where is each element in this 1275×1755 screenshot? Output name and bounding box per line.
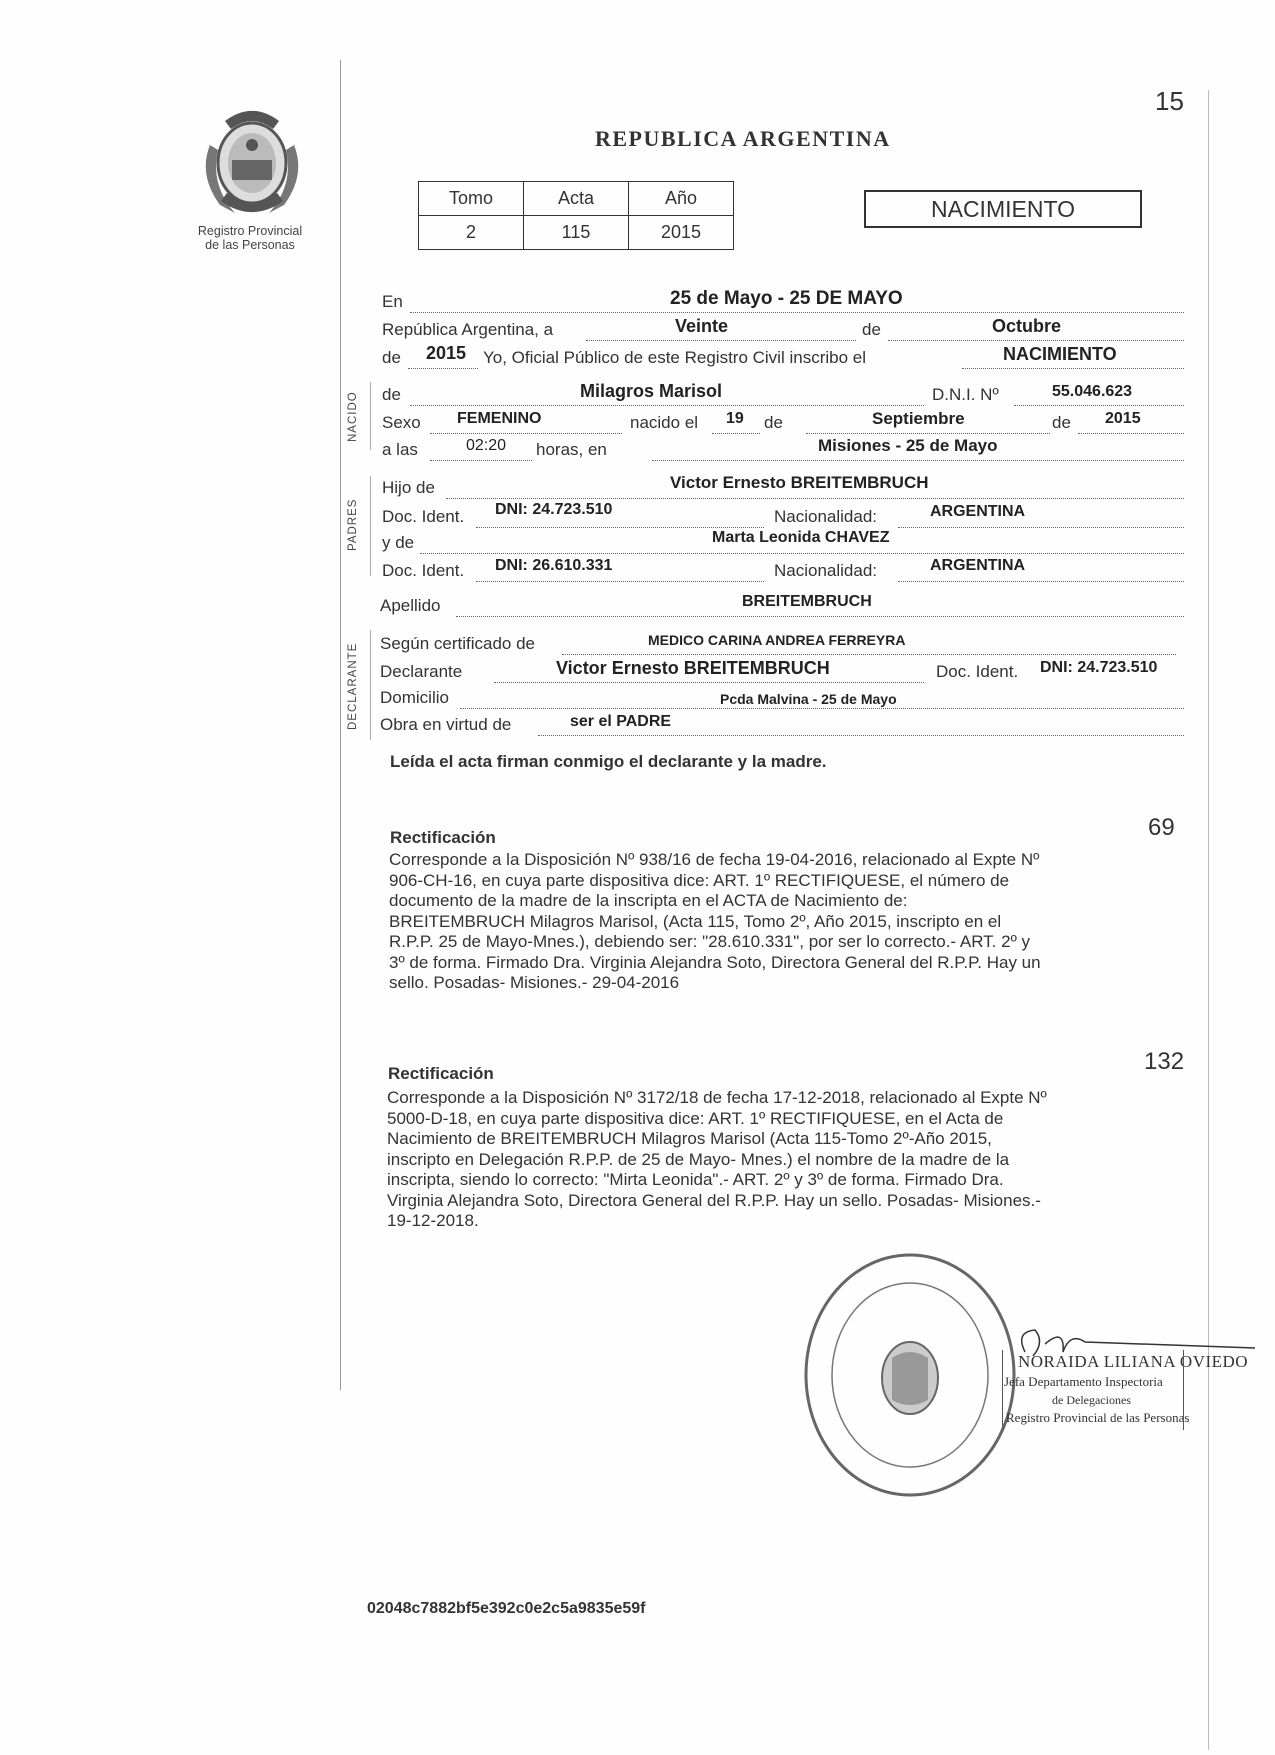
label-doc-padre: Doc. Ident. bbox=[382, 507, 465, 526]
label-nac-padre: Nacionalidad: bbox=[774, 507, 878, 526]
label-horas-en: horas, en bbox=[536, 440, 607, 459]
value-hora: 02:20 bbox=[466, 437, 507, 454]
label-nac-de2: de bbox=[1052, 413, 1071, 432]
page-number: 15 bbox=[1155, 86, 1184, 116]
section-divider-padres bbox=[370, 476, 371, 576]
oficial-text: Yo, Oficial Público de este Registro Civil inscribo el bbox=[483, 348, 866, 367]
section-label-declarante: DECLARANTE bbox=[347, 642, 359, 730]
value-acta: 115 bbox=[524, 216, 629, 250]
section-divider-nacido bbox=[370, 382, 371, 450]
value-nac-mes: Septiembre bbox=[872, 409, 965, 428]
label-nac-de: de bbox=[764, 413, 783, 432]
value-nac-madre: ARGENTINA bbox=[930, 557, 1026, 574]
value-nombre: Milagros Marisol bbox=[580, 381, 723, 401]
section-divider-declarante bbox=[370, 630, 371, 740]
label-dni: D.N.I. Nº bbox=[932, 385, 999, 404]
value-obra: ser el PADRE bbox=[570, 713, 672, 730]
left-margin-line bbox=[340, 60, 341, 1390]
signatory-title-1: Jefa Departamento Inspectoria bbox=[1004, 1374, 1163, 1389]
value-sexo: FEMENINO bbox=[457, 410, 542, 427]
document-hash: 02048c7882bf5e392c0e2c5a9835e59f bbox=[367, 1600, 646, 1617]
label-nac-madre: Nacionalidad: bbox=[774, 561, 878, 580]
value-dia: Veinte bbox=[675, 316, 729, 336]
value-domicilio: Pcda Malvina - 25 de Mayo bbox=[720, 691, 897, 707]
value-nac-padre: ARGENTINA bbox=[930, 503, 1026, 520]
logo-caption-line2: de las Personas bbox=[205, 238, 295, 252]
value-padre: Victor Ernesto BREITEMBRUCH bbox=[670, 473, 929, 492]
label-doc-declarante: Doc. Ident. bbox=[936, 662, 1019, 681]
value-anio: 2015 bbox=[426, 343, 467, 363]
registry-table bbox=[418, 181, 734, 250]
value-mes: Octubre bbox=[992, 316, 1062, 336]
rectification-2-line: 5000-D-18, en cuya parte dispositiva dice: ART. 1º RECTIFIQUESE, en el Acta de bbox=[387, 1108, 1004, 1128]
rectification-2-heading: Rectificación bbox=[388, 1064, 494, 1083]
rectification-1-line: documento de la madre de la inscripta en el ACTA de Nacimiento de: bbox=[389, 891, 908, 910]
value-doc-declarante: DNI: 24.723.510 bbox=[1040, 659, 1158, 676]
header-tomo: Tomo bbox=[419, 182, 524, 216]
rectification-1-body bbox=[389, 850, 1159, 994]
header-acta: Acta bbox=[524, 182, 629, 216]
rectification-1-line: sello. Posadas- Misiones.- 29-04-2016 bbox=[389, 973, 680, 992]
value-dni: 55.046.623 bbox=[1052, 383, 1133, 400]
rectification-2-body bbox=[387, 1088, 1157, 1232]
signatory-title-2: de Delegaciones bbox=[1052, 1393, 1131, 1407]
rectification-1-line: BREITEMBRUCH Milagros Marisol, (Acta 115, Tomo 2º, Año 2015, inscripto en el bbox=[389, 911, 1002, 931]
registry-table-header bbox=[419, 182, 734, 216]
value-nac-dia: 19 bbox=[726, 410, 744, 427]
label-de-anio: de bbox=[382, 348, 401, 367]
label-declarante: Declarante bbox=[380, 662, 463, 681]
value-doc-padre: DNI: 24.723.510 bbox=[495, 501, 613, 518]
rectification-1-line: 906-CH-16, en cuya parte dispositiva dice: ART. 1º RECTIFIQUESE, el número de bbox=[389, 870, 1010, 890]
rectification-2-line: 19-12-2018. bbox=[387, 1211, 479, 1230]
label-republica: República Argentina, a bbox=[382, 320, 554, 339]
label-nombre: de bbox=[382, 385, 401, 404]
logo-caption bbox=[180, 224, 320, 252]
header-anio: Año bbox=[629, 182, 734, 216]
right-margin-line bbox=[1208, 90, 1209, 1750]
document-type-box: NACIMIENTO bbox=[864, 190, 1142, 228]
rectification-2-line: Nacimiento de BREITEMBRUCH Milagros Marisol (Acta 115-Tomo 2º-Año 2015, bbox=[387, 1129, 992, 1148]
rectification-1-number: 69 bbox=[1148, 814, 1175, 841]
label-sexo: Sexo bbox=[382, 413, 421, 432]
label-en: En bbox=[382, 292, 403, 311]
section-label-padres: PADRES bbox=[347, 498, 359, 551]
value-madre: Marta Leonida CHAVEZ bbox=[712, 529, 890, 546]
label-doc-madre: Doc. Ident. bbox=[382, 561, 465, 580]
label-hijo-de: Hijo de bbox=[382, 478, 435, 497]
value-tomo: 2 bbox=[419, 216, 524, 250]
rectification-2-line: inscripta, siendo lo correcto: "Mirta Leonida".- ART. 2º y 3º de forma. Firmado Dra. bbox=[387, 1170, 1004, 1189]
province-seal-logo bbox=[190, 105, 314, 223]
value-en: 25 de Mayo - 25 DE MAYO bbox=[670, 288, 903, 309]
rectification-1-line: Corresponde a la Disposición Nº 938/16 de fecha 19-04-2016, relacionado al Expte Nº bbox=[389, 850, 1040, 869]
signatory-title-3: Registro Provincial de las Personas bbox=[1006, 1410, 1190, 1425]
section-label-nacido: NACIDO bbox=[347, 391, 359, 442]
value-doc-madre: DNI: 26.610.331 bbox=[495, 557, 613, 574]
label-y-de: y de bbox=[382, 533, 415, 552]
label-obra: Obra en virtud de bbox=[380, 715, 512, 734]
label-domicilio: Domicilio bbox=[380, 688, 449, 707]
label-alas: a las bbox=[382, 440, 418, 459]
rectification-1-line: 3º de forma. Firmado Dra. Virginia Alejandra Soto, Directora General del R.P.P. Hay un bbox=[389, 952, 1041, 972]
document-title: REPUBLICA ARGENTINA bbox=[595, 126, 891, 151]
label-certificado: Según certificado de bbox=[380, 634, 535, 653]
value-certificado: MEDICO CARINA ANDREA FERREYRA bbox=[648, 632, 906, 648]
rectification-2-line: Virginia Alejandra Soto, Directora General del R.P.P. Hay un sello. Posadas- Misiones.- bbox=[387, 1190, 1041, 1210]
label-de-mes: de bbox=[862, 320, 881, 339]
rectification-2-line: inscripto en Delegación R.P.P. de 25 de Mayo- Mnes.) el nombre de la madre de la bbox=[387, 1149, 1010, 1169]
label-apellido: Apellido bbox=[380, 596, 441, 615]
signatory-name: NORAIDA LILIANA OVIEDO bbox=[1018, 1352, 1249, 1371]
value-inscribo: NACIMIENTO bbox=[1003, 344, 1117, 364]
signature-box-border bbox=[1002, 1350, 1184, 1430]
rectification-2-number: 132 bbox=[1144, 1048, 1185, 1075]
official-round-seal bbox=[800, 1250, 1020, 1500]
registry-table-values bbox=[419, 216, 734, 250]
closing-statement: Leída el acta firman conmigo el declarante y la madre. bbox=[390, 752, 827, 771]
rectification-1-line: R.P.P. 25 de Mayo-Mnes.), debiendo ser: "28.610.331", por ser lo correcto.- ART. 2º y bbox=[389, 932, 1031, 951]
value-anio: 2015 bbox=[629, 216, 734, 250]
value-apellido: BREITEMBRUCH bbox=[742, 593, 872, 610]
label-nacido-el: nacido el bbox=[630, 413, 699, 432]
rectification-2-line: Corresponde a la Disposición Nº 3172/18 de fecha 17-12-2018, relacionado al Expte Nº bbox=[387, 1088, 1047, 1107]
logo-caption-line1: Registro Provincial bbox=[197, 224, 303, 238]
value-nac-anio: 2015 bbox=[1105, 410, 1141, 427]
rectification-1-heading: Rectificación bbox=[390, 828, 496, 847]
value-lugar: Misiones - 25 de Mayo bbox=[818, 436, 998, 455]
value-declarante: Victor Ernesto BREITEMBRUCH bbox=[556, 658, 830, 678]
